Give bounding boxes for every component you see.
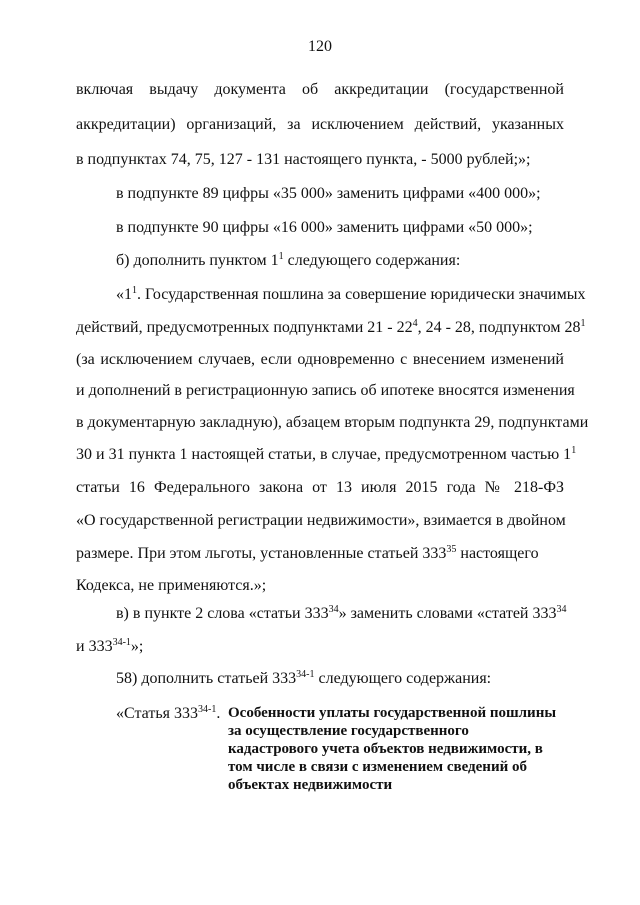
paragraph-line: и дополнений в регистрационную запись об ипотеке вносятся изменения (76, 382, 575, 399)
paragraph-line (76, 80, 564, 100)
word: включая (76, 81, 134, 98)
paragraph-line (116, 285, 586, 305)
paragraph-line: в подпункте 90 цифры «16 000» заменить цифрами «50 000»; (116, 219, 533, 236)
text-run: «1 (116, 286, 132, 303)
superscript: 34-1 (112, 637, 131, 648)
text-run: размере. При этом льготы, установленные статьей 333 (76, 545, 447, 562)
word: выдачу (149, 81, 199, 98)
paragraph-line: в подпункте 89 цифры «35 000» заменить цифрами «400 000»; (116, 185, 541, 202)
word: действий, (414, 116, 482, 133)
paragraph-line (116, 251, 564, 271)
paragraph-line: в документарную закладную), абзацем вторым подпункта 29, подпунктами (76, 414, 589, 431)
text-run: 58) дополнить статьей 333 (116, 670, 297, 687)
text-run: » заменить словами «статей 333 (338, 605, 557, 622)
article-title-line: кадастрового учета объектов недвижимости, в (228, 741, 543, 757)
paragraph-line: «О государственной регистрации недвижимости», взимается в двойном (76, 512, 566, 529)
paragraph-line: Кодекса, не применяются.»; (76, 577, 267, 594)
article-label (116, 704, 220, 724)
word: аккредитации (334, 81, 429, 98)
paragraph-line: (за исключением случаев, если одновременно с внесением изменений (76, 351, 564, 368)
superscript: 1 (580, 318, 586, 329)
word: организаций, (186, 116, 277, 133)
article-title-line: том числе в связи с изменением сведений об (228, 759, 527, 775)
text-run: , 24 - 28, подпунктом 28 (417, 319, 581, 336)
page-number: 120 (308, 38, 332, 55)
paragraph-line (116, 669, 564, 689)
paragraph-line: статьи 16 Федерального закона от 13 июля 2015 года № 218-ФЗ (76, 479, 564, 496)
text-run: в) в пункте 2 слова «статьи 333 (116, 605, 329, 622)
text-run: следующего содержания: (314, 670, 492, 687)
superscript: 34 (328, 604, 339, 615)
article-title (228, 704, 568, 794)
paragraph-line (76, 115, 564, 135)
superscript: 4 (412, 318, 418, 329)
word: об (302, 81, 319, 98)
text-run: и 333 (76, 638, 113, 655)
paragraph-line (116, 604, 567, 624)
text-run: . Государственная пошлина за совершение юридически значимых (137, 286, 586, 303)
text-run: 30 и 31 пункта 1 настоящей статьи, в случае, предусмотренном частью 1 (76, 446, 572, 463)
superscript: 34-1 (197, 704, 217, 715)
superscript: 1 (571, 445, 577, 456)
text-run: . (216, 705, 221, 722)
text-run: настоящего (456, 545, 539, 562)
text-run (76, 318, 585, 338)
text-run: «Статья 333 (116, 705, 198, 722)
word: (государственной (444, 81, 564, 98)
paragraph-line: в подпунктах 74, 75, 127 - 131 настоящего пункта, - 5000 рублей;»; (76, 151, 531, 168)
word: указанных (492, 116, 564, 133)
article-title-line: за осуществление государственного (228, 723, 469, 739)
paragraph-line (76, 637, 564, 657)
superscript: 34 (556, 604, 567, 615)
superscript: 35 (446, 544, 457, 555)
paragraph-line (76, 544, 564, 564)
word: исключением (311, 116, 404, 133)
superscript: 34-1 (296, 669, 315, 680)
text-run: б) дополнить пунктом 1 (116, 252, 279, 269)
paragraph-line (76, 318, 586, 338)
article-title-line: Особенности уплаты государственной пошлины (228, 705, 557, 721)
word: аккредитации) (76, 116, 176, 133)
text-run: »; (130, 638, 144, 655)
word: документа (214, 81, 286, 98)
text-run: следующего содержания: (283, 252, 461, 269)
word: за (287, 116, 301, 133)
paragraph-line (76, 445, 577, 465)
article-title-line: объектах недвижимости (228, 777, 393, 793)
text-run: действий, предусмотренных подпунктами 21 - 22 (76, 319, 413, 336)
superscript: 1 (278, 251, 284, 262)
superscript: 1 (132, 285, 137, 296)
